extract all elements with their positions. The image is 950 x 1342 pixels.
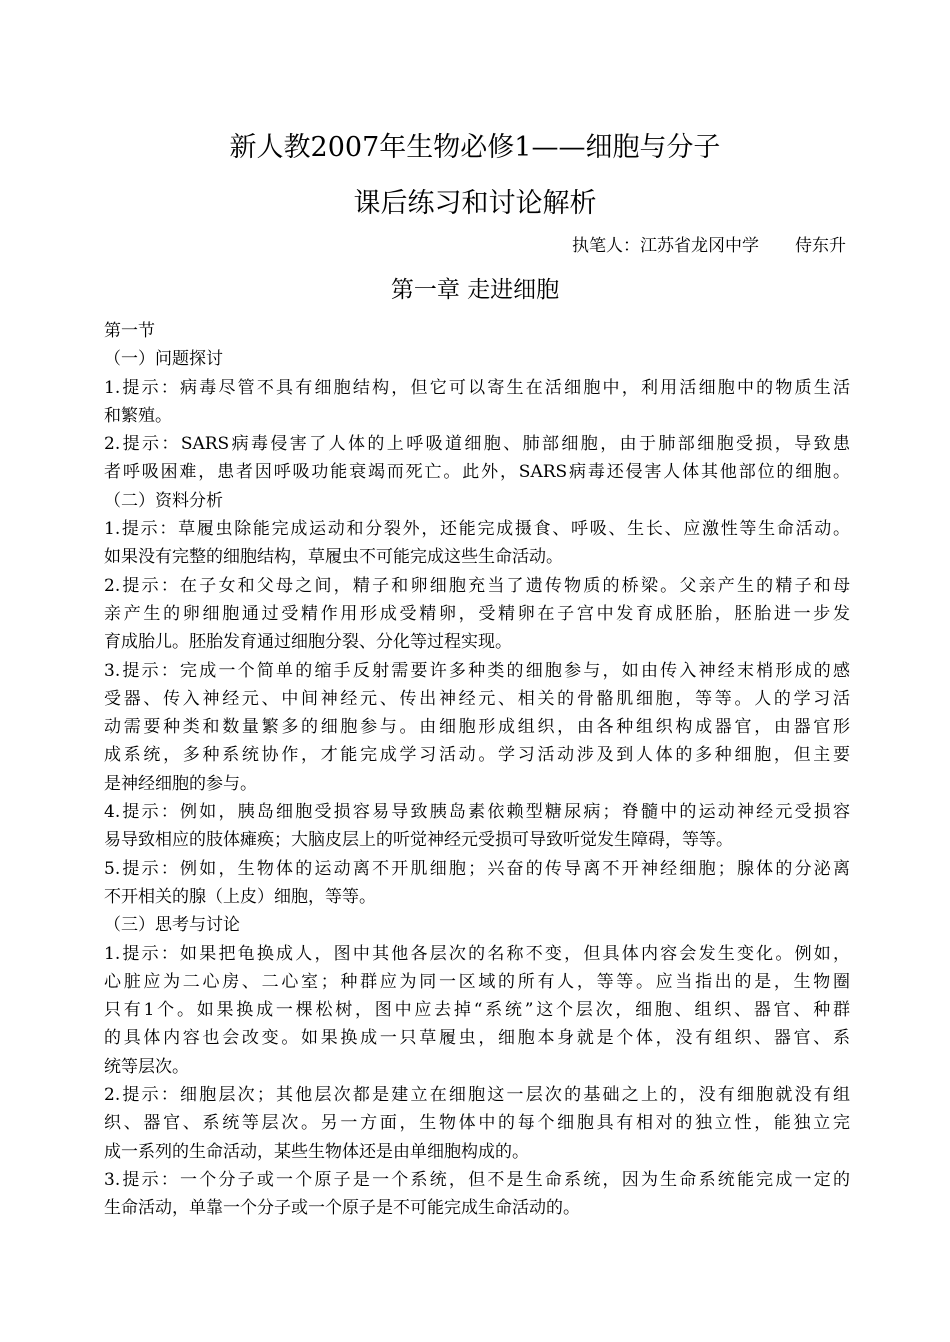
text-line: 成系统，多种系统协作，才能完成学习活动。学习活动涉及到人体的多种细胞，但主要 [104,745,850,766]
text-line: 是神经细胞的参与。 [104,773,257,794]
document-body [104,317,850,1223]
text-line: 只有1个。如果换成一棵松树，图中应去掉“系统”这个层次，细胞、组织、器官、种群 [104,1000,850,1021]
text-line: 1.提示：如果把龟换成人，图中其他各层次的名称不变，但具体内容会发生变化。例如， [104,943,850,964]
text-line: （一）问题探讨 [104,349,223,370]
text-line: 1.提示：病毒尽管不具有细胞结构，但它可以寄生在活细胞中，利用活细胞中的物质生活 [104,377,850,398]
text-line: 的具体内容也会改变。如果换成一只草履虫，细胞本身就是个体，没有组织、器官、系 [104,1028,850,1049]
text-line: 不开相关的腺（上皮）细胞，等等。 [104,886,376,907]
text-line: 5.提示：例如，生物体的运动离不开肌细胞；兴奋的传导离不开神经细胞；腺体的分泌离 [104,858,850,879]
text-line: 易导致相应的肢体瘫痪；大脑皮层上的听觉神经元受损可导致听觉发生障碍，等等。 [104,830,733,851]
text-line: 织、器官、系统等层次。另一方面，生物体中的每个细胞具有相对的独立性，能独立完 [104,1113,850,1134]
text-line: 1.提示：草履虫除能完成运动和分裂外，还能完成摄食、呼吸、生长、应激性等生命活动。 [104,519,850,540]
chapter-heading: 第一章 走进细胞 [390,277,560,303]
text-line: 3.提示：一个分子或一个原子是一个系统，但不是生命系统，因为生命系统能完成一定的 [104,1169,850,1190]
text-line: 2.提示：SARS病毒侵害了人体的上呼吸道细胞、肺部细胞，由于肺部细胞受损，导致患 [104,434,850,455]
text-line: 第一节 [104,321,155,341]
text-line: 4.提示：例如，胰岛细胞受损容易导致胰岛素依赖型糖尿病；脊髓中的运动神经元受损容 [104,802,850,823]
document-title: 新人教2007年生物必修1——细胞与分子 [229,132,721,163]
text-line: 亲产生的卵细胞通过受精作用形成受精卵，受精卵在子宫中发育成胚胎，胚胎进一步发 [104,603,850,624]
text-line: 2.提示：细胞层次；其他层次都是建立在细胞这一层次的基础之上的，没有细胞就没有组 [104,1085,850,1106]
text-line: 生命活动，单靠一个分子或一个原子是不可能完成生命活动的。 [104,1198,580,1219]
text-line: 受器、传入神经元、中间神经元、传出神经元、相关的骨骼肌细胞，等等。人的学习活 [104,688,850,709]
text-line: 动需要种类和数量繁多的细胞参与。由细胞形成组织，由各种组织构成器官，由器官形 [104,717,850,738]
author-line [572,233,846,259]
text-line: 和繁殖。 [104,405,172,426]
text-line: 育成胎儿。胚胎发育通过细胞分裂、分化等过程实现。 [104,632,512,653]
text-line: 成一系列的生命活动，某些生物体还是由单细胞构成的。 [104,1141,529,1162]
author-affiliation: 执笔人：江苏省龙冈中学 [572,236,759,256]
text-line: （三）思考与讨论 [104,915,240,936]
text-line: 2.提示：在子女和父母之间，精子和卵细胞充当了遗传物质的桥梁。父亲产生的精子和母 [104,575,850,596]
text-line: 统等层次。 [104,1056,189,1077]
text-line: 3.提示：完成一个简单的缩手反射需要许多种类的细胞参与，如由传入神经末梢形成的感 [104,660,850,681]
text-line: 如果没有完整的细胞结构，草履虫不可能完成这些生命活动。 [104,547,563,568]
text-line: 心脏应为二心房、二心室；种群应为同一区域的所有人，等等。应当指出的是，生物圈 [104,971,850,992]
text-line: （二）资料分析 [104,490,223,511]
text-line: 者呼吸困难，患者因呼吸功能衰竭而死亡。此外，SARS病毒还侵害人体其他部位的细胞。 [104,462,850,483]
author-name: 侍东升 [795,236,846,256]
document-subtitle: 课后练习和讨论解析 [353,188,597,219]
